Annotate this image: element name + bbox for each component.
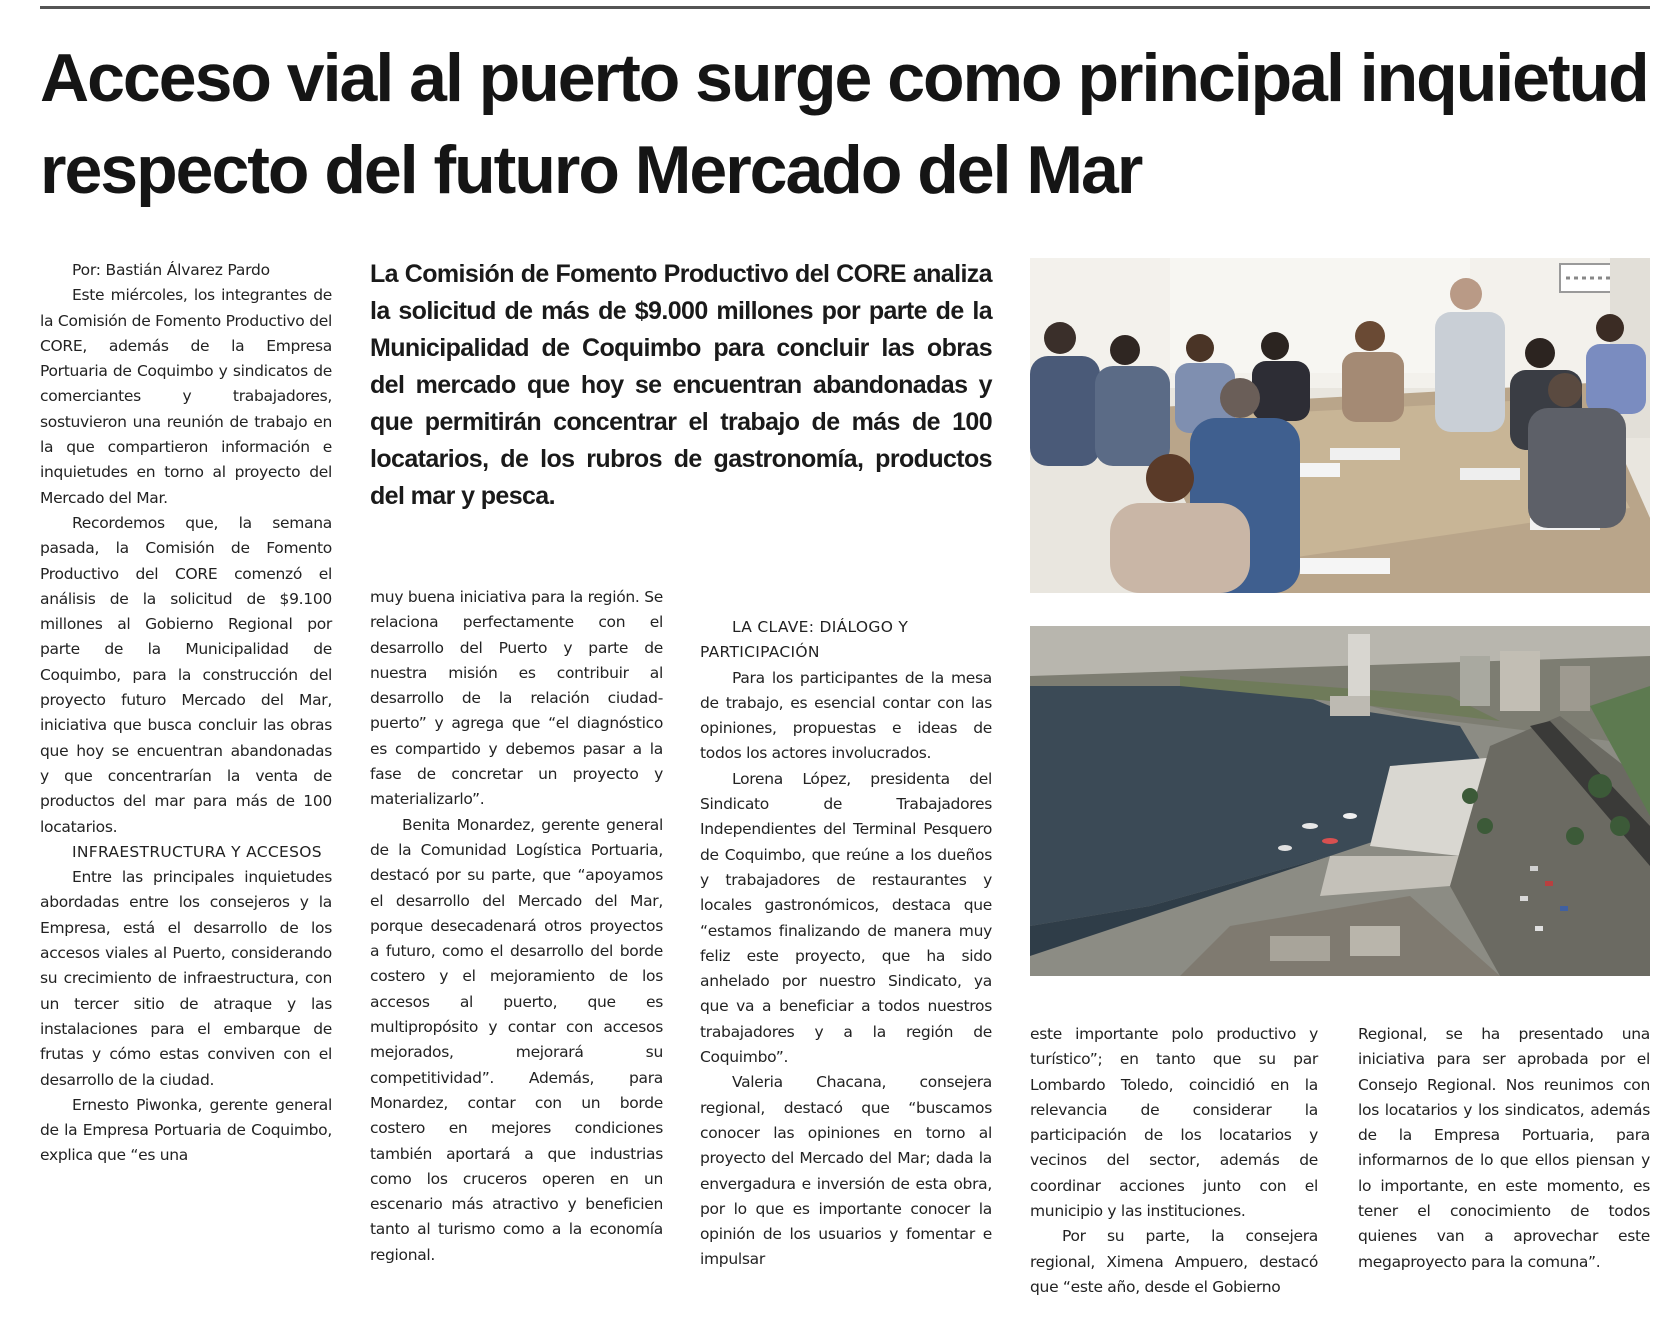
column-3 bbox=[700, 615, 992, 1273]
col4-paragraph-2: Por su parte, la consejera regional, Ximena Ampuero, destacó que “este año, desde el Gobierno bbox=[1030, 1227, 1318, 1296]
meeting-photo-illustration bbox=[1030, 258, 1650, 593]
col1-paragraph-4: Ernesto Piwonka, gerente general de la Empresa Portuaria de Coquimbo, explica que “es una bbox=[40, 1095, 332, 1165]
col3-paragraph-2: Lorena López, presidenta del Sindicato de Trabajadores Independientes del Terminal Pesquero de Coquimbo, que reúne a los dueños y trabajadores de restaurantes y locales gastronómicos, destaca que “estamos finalizando de manera muy feliz este proyecto, que ha sido anhelado por nuestro Sindicato, ya que va a beneficiar a todos nuestros trabajadores y a la región de Coquimbo”. bbox=[700, 769, 992, 1067]
meeting-room-photo bbox=[1030, 258, 1650, 593]
col3-paragraph-3: Valeria Chacana, consejera regional, destacó que “buscamos conocer las opiniones en torno al proyecto del Mercado del Mar; dada la envergadura e inversión de esta obra, por lo que es importante conocer la opinión de los usuarios y fomentar e impulsar bbox=[700, 1073, 992, 1269]
col2-paragraph-2: Benita Monardez, gerente general de la Comunidad Logística Portuaria, destacó por su parte, que “apoyamos el desarrollo del Mercado del Mar, porque desecadenará otros proyectos a futuro, como el desarrollo del borde costero y el mejoramiento de los accesos al puerto, que es multipropósito y contar con accesos mejorados, mejorará su competitividad”. Además, para Monardez, contar con un borde costero en mejores condiciones también aportará a que industrias como los cruceros operen en un escenario más atractivo y beneficien tanto al turismo como a la economía regional. bbox=[370, 815, 663, 1264]
column-2 bbox=[370, 585, 663, 1268]
col1-paragraph-2: Recordemos que, la semana pasada, la Comisión de Fomento Productivo del CORE comenzó el análisis de la solicitud de $9.100 millones al Gobierno Regional por parte de la Municipalidad de Coquimbo, para la construcción del proyecto futuro Mercado del Mar, iniciativa que busca concluir las obras que hoy se encuentran abandonadas y que concentrarían la venta de productos del mar para más de 100 locatarios. bbox=[40, 513, 332, 836]
col3-paragraph-1: Para los participantes de la mesa de trabajo, es esencial contar con las opiniones, propuestas e ideas de todos los actores involucrados. bbox=[700, 668, 992, 763]
subhead-la-clave: LA CLAVE: DIÁLOGO Y PARTICIPACIÓN bbox=[700, 618, 909, 662]
column-1 bbox=[40, 258, 332, 1169]
top-rule bbox=[40, 6, 1650, 9]
col5-paragraph-1: Regional, se ha presentado una iniciativa para ser aprobada por el Consejo Regional. Nos reunimos con los locatarios y los sindicatos, además de la Empresa Portuaria, para informarnos de lo que ellos piensan y lo importante, en este momento, es tener el conocimiento de todos quienes van a aprovechar este megaproyecto para la comuna”. bbox=[1358, 1025, 1650, 1271]
headline: Acceso vial al puerto surge como principal inquietud respecto del futuro Mercado del Mar bbox=[40, 40, 1648, 208]
subhead-infraestructura: INFRAESTRUCTURA Y ACCESOS bbox=[72, 842, 322, 861]
column-4 bbox=[1030, 1022, 1318, 1300]
lead-paragraph: La Comisión de Fomento Productivo del CORE analiza la solicitud de más de $9.000 millones por parte de la Municipalidad de Coquimbo para concluir las obras del mercado que hoy se encuentran abandonadas y que permitirán concentrar el trabajo de más de 100 locatarios, de los rubros de gastronomía, productos del mar y pesca. bbox=[370, 260, 992, 510]
aerial-photo-illustration bbox=[1030, 626, 1650, 976]
aerial-port-photo bbox=[1030, 626, 1650, 976]
byline: Por: Bastián Álvarez Pardo bbox=[72, 261, 270, 279]
col1-paragraph-3: Entre las principales inquietudes abordadas entre los consejeros y la Empresa, está el desarrollo de los accesos viales al Puerto, considerando su crecimiento de infraestructura, con un tercer sitio de atraque y las instalaciones para el embarque de frutas y cómo estas conviven con el desarrollo de la ciudad. bbox=[40, 868, 332, 1089]
col4-paragraph-1: este importante polo productivo y turístico”; en tanto que su par Lombardo Toledo, coincidió en la relevancia de considerar la participación de los locatarios y vecinos del sector, además de coordinar acciones junto con el municipio y las instituciones. bbox=[1030, 1025, 1318, 1221]
column-5 bbox=[1358, 1022, 1650, 1275]
col2-paragraph-1: muy buena iniciativa para la región. Se relaciona perfectamente con el desarrollo del Puerto y parte de nuestra misión es contribuir al desarrollo de la relación ciudad-puerto” y agrega que “el diagnóstico es compartido y debemos pasar a la fase de concretar un proyecto y materializarlo”. bbox=[370, 588, 663, 809]
col1-paragraph-1: Este miércoles, los integrantes de la Comisión de Fomento Productivo del CORE, además de la Empresa Portuaria de Coquimbo y sindicatos de comerciantes y trabajadores, sostuvieron una reunión de trabajo en la que compartieron información e inquietudes en torno al proyecto del Mercado del Mar. bbox=[40, 286, 332, 507]
